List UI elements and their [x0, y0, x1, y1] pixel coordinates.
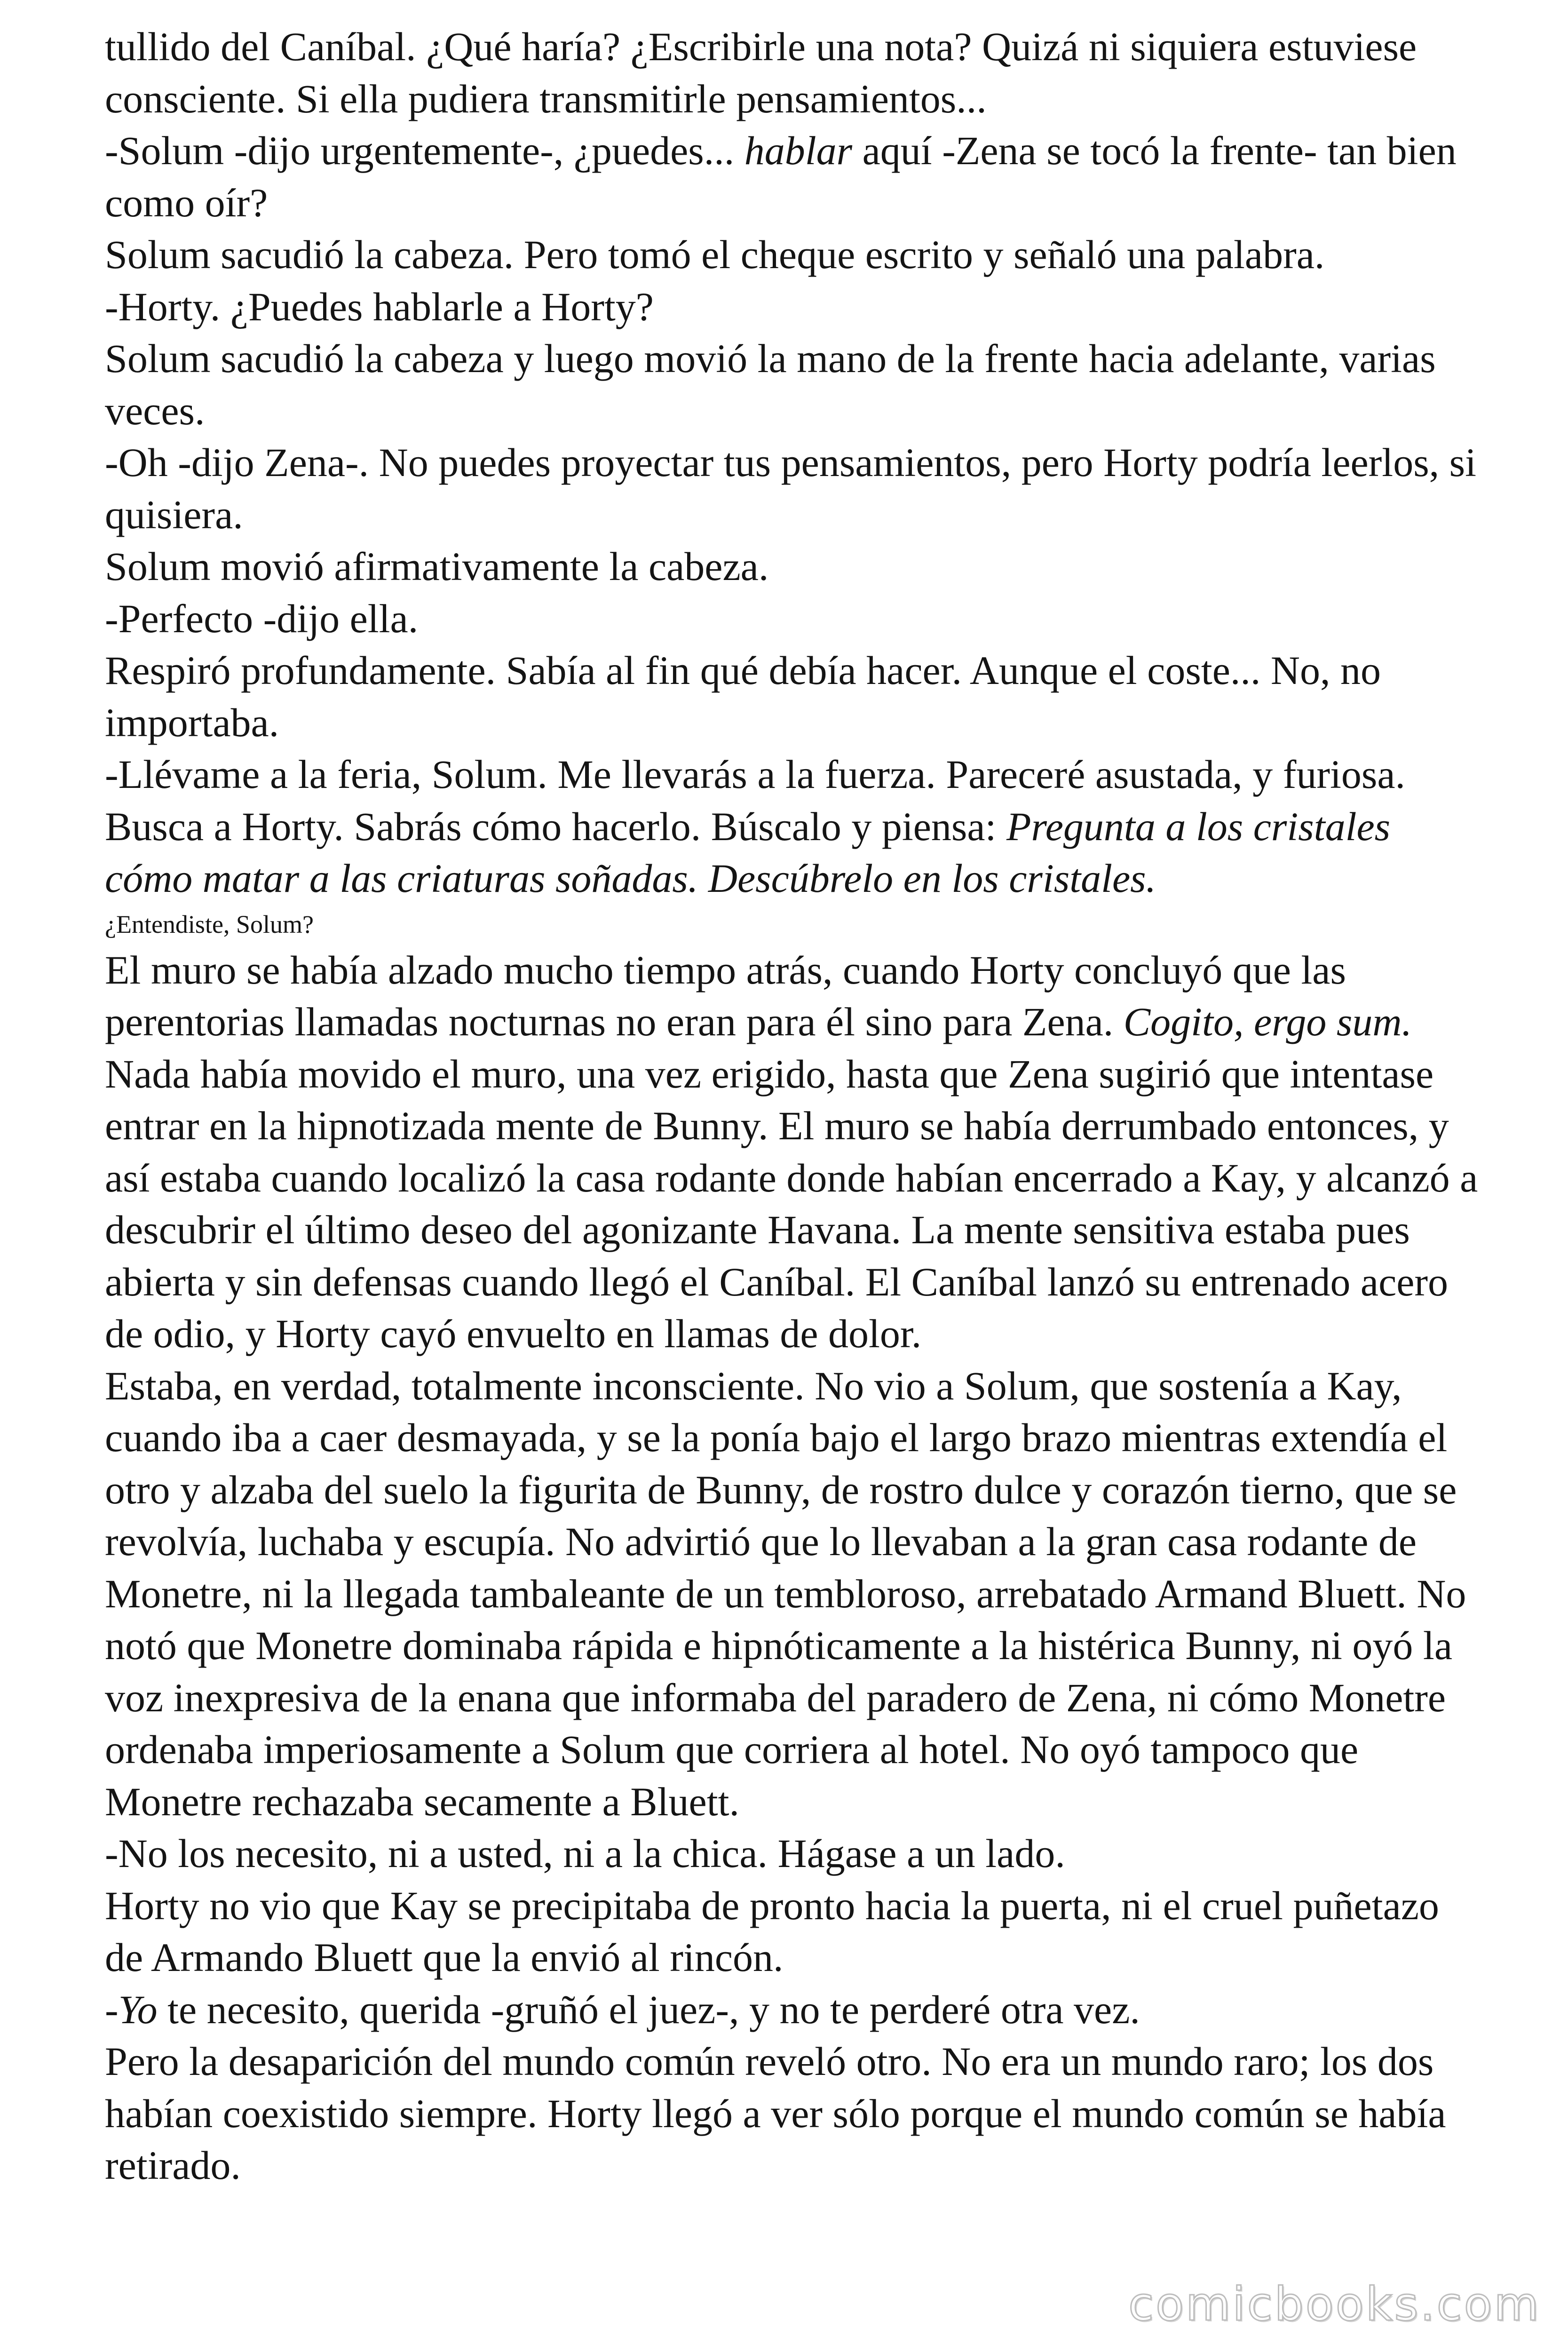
book-page-text: [105, 21, 1478, 2192]
paragraph: [105, 2035, 1478, 2192]
italic-text-run: Pregunta a los cristales cómo matar a las criaturas soñadas. Descúbrelo en los cristales.: [105, 803, 1391, 901]
paragraph: [105, 748, 1478, 905]
italic-text-run: Cogito, ergo sum.: [1123, 999, 1412, 1044]
text-run: Nada había movido el muro, una vez erigido, hasta que Zena sugirió que intentase entrar en la hipnotizada mente de Bunny. El muro se había derrumbado entonces, y así estaba cuando localizó la casa rodante donde habían encerrado a Kay, y alcanzó a descubrir el último deseo del agonizante Havana. La mente sensitiva estaba pues abierta y sin defensas cuando llegó el Caníbal. El Caníbal lanzó su entrenado acero de odio, y Horty cayó envuelto en llamas de dolor.: [105, 1051, 1478, 1356]
italic-text-run: Yo: [118, 1986, 158, 2032]
paragraph: [105, 1360, 1478, 1828]
paragraph: [105, 1828, 1478, 1880]
paragraph: [105, 333, 1478, 437]
paragraph: [105, 1984, 1478, 2036]
paragraph: [105, 1880, 1478, 1984]
text-run: ¿Entendiste, Solum?: [105, 910, 314, 938]
text-run: aquí -Zena se tocó la frente- tan bien como oír?: [105, 128, 1457, 225]
text-run: El muro se había alzado mucho tiempo atrás, cuando Horty concluyó que las perentorias llamadas nocturnas no eran para él sino para Zena.: [105, 947, 1346, 1044]
text-run: -: [105, 1986, 119, 2032]
text-run: Respiró profundamente. Sabía al fin qué debía hacer. Aunque el coste... No, no importaba.: [105, 648, 1381, 745]
text-run: -Horty. ¿Puedes hablarle a Horty?: [105, 284, 654, 329]
text-run: -Llévame a la feria, Solum. Me llevarás a la fuerza. Pareceré asustada, y furiosa. Busca a Horty. Sabrás cómo hacerlo. Búscalo y piensa:: [105, 752, 1406, 849]
paragraph: [105, 644, 1478, 748]
italic-text-run: hablar: [744, 128, 853, 173]
paragraph: [105, 21, 1478, 125]
paragraph: [105, 593, 1478, 645]
paragraph: [105, 437, 1478, 540]
text-run: tullido del Caníbal. ¿Qué haría? ¿Escribirle una nota? Quizá ni siquiera estuviese consciente. Si ella pudiera transmitirle pensamientos...: [105, 24, 1417, 121]
paragraph: [105, 944, 1478, 1360]
text-run: -Solum -dijo urgentemente-, ¿puedes...: [105, 128, 744, 173]
watermark-logo: comicbooks.com: [1128, 2278, 1541, 2331]
text-run: Solum sacudió la cabeza y luego movió la mano de la frente hacia adelante, varias veces.: [105, 336, 1436, 433]
text-run: -No los necesito, ni a usted, ni a la chica. Hágase a un lado.: [105, 1831, 1065, 1876]
text-run: Estaba, en verdad, totalmente inconsciente. No vio a Solum, que sostenía a Kay, cuando iba a caer desmayada, y se la ponía bajo el largo brazo mientras extendía el otro y alzaba del suelo la figurita de Bunny, de rostro dulce y corazón tierno, que se revolvía, luchaba y escupía. No advirtió que lo llevaban a la gran casa rodante de Monetre, ni la llegada tambaleante de un tembloroso, arrebatado Armand Bluett. No notó que Monetre dominaba rápida e hipnóticamente a la histérica Bunny, ni oyó la voz inexpresiva de la enana que informaba del paradero de Zena, ni cómo Monetre ordenaba imperiosamente a Solum que corriera al hotel. No oyó tampoco que Monetre rechazaba secamente a Bluett.: [105, 1363, 1466, 1824]
text-run: te necesito, querida -gruñó el juez-, y no te perderé otra vez.: [157, 1986, 1140, 2032]
paragraph: [105, 281, 1478, 333]
text-run: -Perfecto -dijo ella.: [105, 596, 419, 641]
text-run: -Oh -dijo Zena-. No puedes proyectar tus pensamientos, pero Horty podría leerlos, si quisiera.: [105, 440, 1477, 537]
paragraph: [105, 905, 1478, 944]
paragraph: [105, 540, 1478, 593]
text-run: Horty no vio que Kay se precipitaba de pronto hacia la puerta, ni el cruel puñetazo de Armando Bluett que la envió al rincón.: [105, 1883, 1439, 1980]
text-run: Solum movió afirmativamente la cabeza.: [105, 544, 769, 589]
text-run: Solum sacudió la cabeza. Pero tomó el cheque escrito y señaló una palabra.: [105, 232, 1325, 277]
paragraph: [105, 229, 1478, 281]
text-run: Pero la desaparición del mundo común reveló otro. No era un mundo raro; los dos habían coexistido siempre. Horty llegó a ver sólo porque el mundo común se había retirado.: [105, 2039, 1446, 2188]
paragraph: [105, 125, 1478, 229]
